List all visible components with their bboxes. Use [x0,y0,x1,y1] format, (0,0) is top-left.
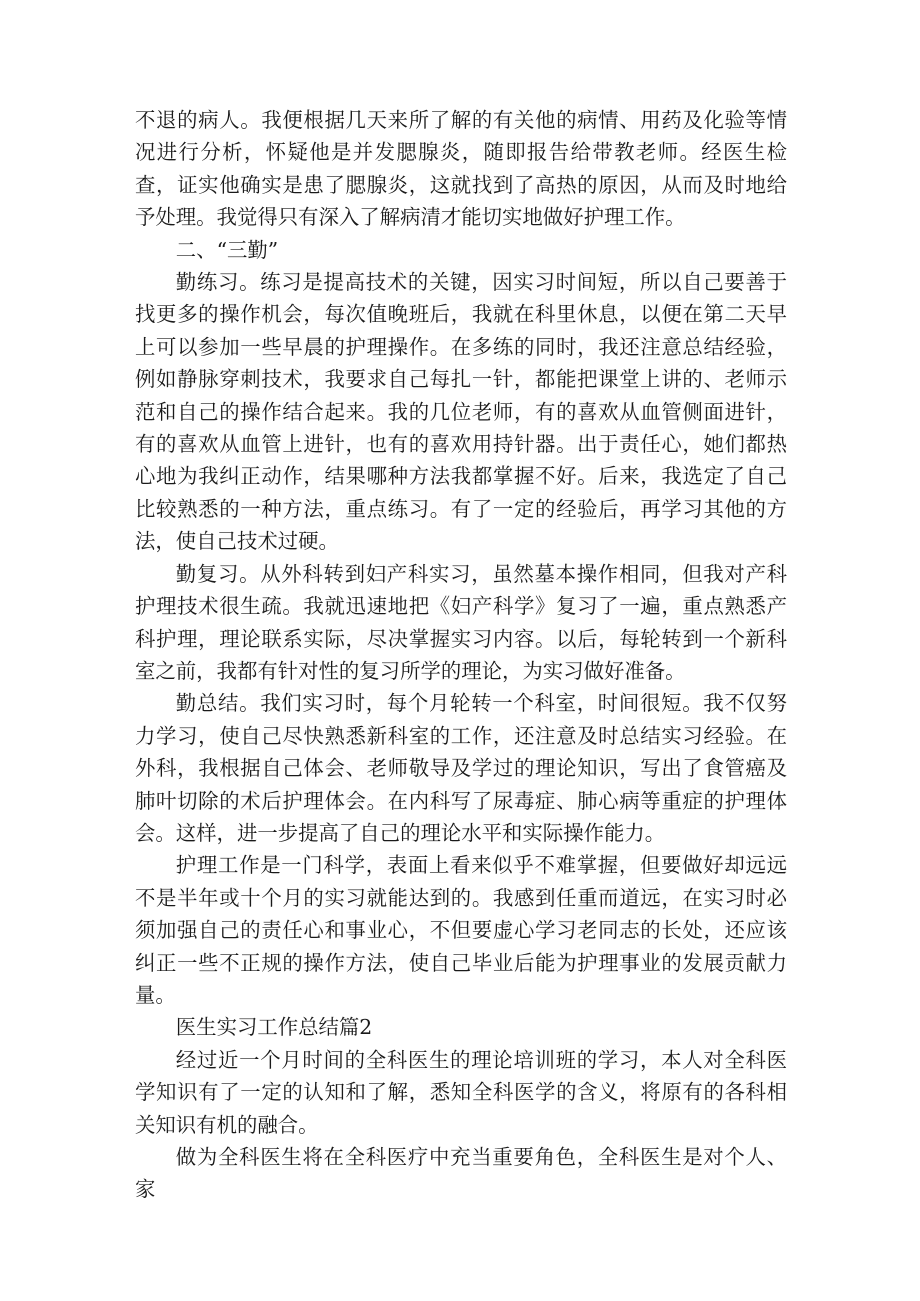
paragraph-training: 经过近一个月时间的全科医生的理论培训班的学习，本人对全科医学知识有了一定的认知和了解，悉知全科医学的含义，将原有的各科相关知识有机的融合。 [135,1047,787,1137]
paragraph-conclusion: 护理工作是一门科学，表面上看来似乎不难掌握，但要做好却远远不是半年或十个月的实习就能达到的。我感到任重而道远，在实习时必须加强自己的责任心和事业心，不但要虚心学习老同志的长处，还应该纠正一些不正规的操作方法，使自己毕业后能为护理事业的发展贡献力量。 [135,853,787,1007]
paragraph-review: 勤复习。从外科转到妇产科实习，虽然墓本操作相同，但我对产科护理技术很生疏。我就迅速地把《妇产科学》复习了一遍，重点熟悉产科护理，理论联系实际，尽决掌握实习内容。以后，每轮转到一个新科室之前，我都有针对性的复习所学的理论，为实习做好准备。 [135,561,787,683]
paragraph-role: 做为全科医生将在全科医疗中充当重要角色，全科医生是对个人、家 [135,1145,787,1202]
section-heading-san-qin: 二、“三勤” [175,237,279,262]
paragraph-practice: 勤练习。练习是提高技术的关键，因实习时间短，所以自己要善于找更多的操作机会，每次值晚班后，我就在科里休息，以便在第二天早上可以参加一些早晨的护理操作。在多练的同时，我还注意总结经验，例如静脉穿刺技术，我要求自己每扎一针，都能把课堂上讲的、老师示范和自己的操作结合起来。我的几位老师，有的喜欢从血管侧面进针，有的喜欢从血管上进针，也有的喜欢用持针器。出于责任心，她们都热心地为我纠正动作，结果哪种方法我都掌握不好。后来，我选定了自己比较熟悉的一种方法，重点练习。有了一定的经验后，再学习其他的方法，使自己技术过硬。 [135,270,787,554]
document-page [135,104,787,1206]
section-heading-part-2: 医生实习工作总结篇2 [175,1015,373,1040]
paragraph-continuation: 不退的病人。我便根据几天来所了解的有关他的病情、用药及化验等情况进行分析，怀疑他是并发腮腺炎，随即报告给带教老师。经医生检查，证实他确实是患了腮腺炎，这就找到了高热的原因，从而及时地给予处理。我觉得只有深入了解病清才能切实地做好护理工作。 [135,108,787,230]
paragraph-summary: 勤总结。我们实习时，每个月轮转一个科室，时间很短。我不仅努力学习，使自己尽快熟悉新科室的工作，还注意及时总结实习经验。在外科，我根据自己体会、老师敬导及学过的理论知识，写出了食管癌及肺叶切除的术后护理体会。在内科写了尿毒症、肺心病等重症的护理体会。这样，进一步提高了自己的理论水平和实际操作能力。 [135,691,787,845]
